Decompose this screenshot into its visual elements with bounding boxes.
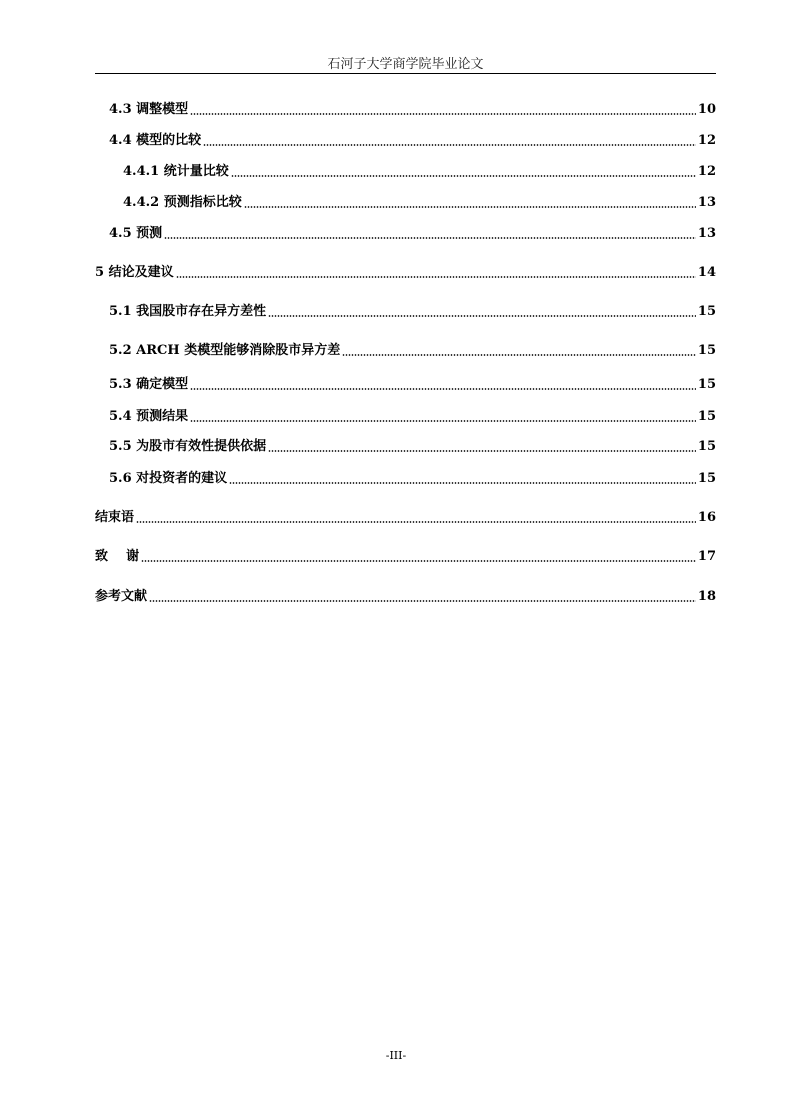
toc-entry-label: 5.5 为股市有效性提供依据: [109, 439, 267, 454]
toc-entry-page: 15: [697, 409, 716, 424]
dot-leader: [176, 276, 696, 278]
toc-entry-page: 15: [697, 304, 716, 319]
toc-entry-page: 15: [697, 439, 716, 454]
dot-leader: [164, 237, 696, 239]
toc-entry-label: 5.4 预测结果: [109, 409, 189, 424]
dot-leader: [190, 113, 696, 115]
toc-entry-label: 4.4 模型的比较: [109, 133, 202, 148]
toc-entry-label: 致 谢: [95, 549, 140, 564]
dot-leader: [141, 560, 696, 562]
toc-entry-label: 参考文献: [95, 589, 148, 604]
toc-entry-label: 结束语: [95, 510, 135, 525]
toc-entry-4-4-1[interactable]: [123, 162, 716, 182]
toc-entry-page: 16: [697, 510, 716, 525]
toc-entry-5-3[interactable]: [109, 375, 716, 395]
dot-leader: [190, 388, 696, 390]
dot-leader: [268, 450, 696, 452]
toc-entry-5-5[interactable]: [109, 437, 716, 457]
toc-entry-label: 5.6 对投资者的建议: [109, 471, 228, 486]
toc-entry-page: 18: [697, 589, 716, 604]
page-number: -III-: [385, 1049, 407, 1062]
toc-entry-page: 13: [697, 226, 716, 241]
toc-entry-5-1[interactable]: [109, 302, 716, 322]
toc-entry-page: 12: [697, 164, 716, 179]
toc-entry-label: 4.4.2 预测指标比较: [123, 195, 242, 210]
toc-entry-label: 4.5 预测: [109, 226, 163, 241]
toc-entry-4-4[interactable]: [109, 131, 716, 151]
dot-leader: [149, 600, 696, 602]
dot-leader: [244, 206, 696, 208]
dot-leader: [268, 315, 696, 317]
dot-leader: [229, 482, 696, 484]
toc-entry-5-2[interactable]: [109, 341, 716, 361]
toc-entry-page: 15: [697, 377, 716, 392]
toc-entry-label: 4.3 调整模型: [109, 102, 189, 117]
dot-leader: [136, 521, 696, 523]
toc-entry-page: 12: [697, 133, 716, 148]
toc-entry-5-6[interactable]: [109, 469, 716, 489]
toc-entry-4-3[interactable]: [109, 100, 716, 120]
header-rule: [95, 73, 716, 74]
toc-entry-page: 15: [697, 343, 716, 358]
toc-entry-page: 14: [697, 265, 716, 280]
toc-entry-5[interactable]: [95, 263, 716, 283]
toc-entry-4-5[interactable]: [109, 224, 716, 244]
dot-leader: [203, 144, 696, 146]
toc-entry-label: 5 结论及建议: [95, 265, 174, 280]
toc-entry-label: 5.3 确定模型: [109, 377, 189, 392]
toc-entry-references[interactable]: [95, 587, 716, 607]
toc-entry-label: 5.2 ARCH 类模型能够消除股市异方差: [109, 343, 341, 358]
toc-entry-4-4-2[interactable]: [123, 193, 716, 213]
running-header: 石河子大学商学院毕业论文: [327, 57, 484, 72]
toc-entry-page: 17: [697, 549, 716, 564]
toc-entry-5-4[interactable]: [109, 407, 716, 427]
toc-entry-label: 5.1 我国股市存在异方差性: [109, 304, 267, 319]
toc-entry-page: 15: [697, 471, 716, 486]
dot-leader: [190, 420, 696, 422]
dot-leader: [231, 175, 696, 177]
toc-entry-conclusion[interactable]: [95, 508, 716, 528]
toc-entry-page: 10: [697, 102, 716, 117]
toc-entry-acknowledgements[interactable]: [95, 547, 716, 567]
dot-leader: [342, 354, 696, 356]
toc-entry-label: 4.4.1 统计量比较: [123, 164, 229, 179]
toc-entry-page: 13: [697, 195, 716, 210]
